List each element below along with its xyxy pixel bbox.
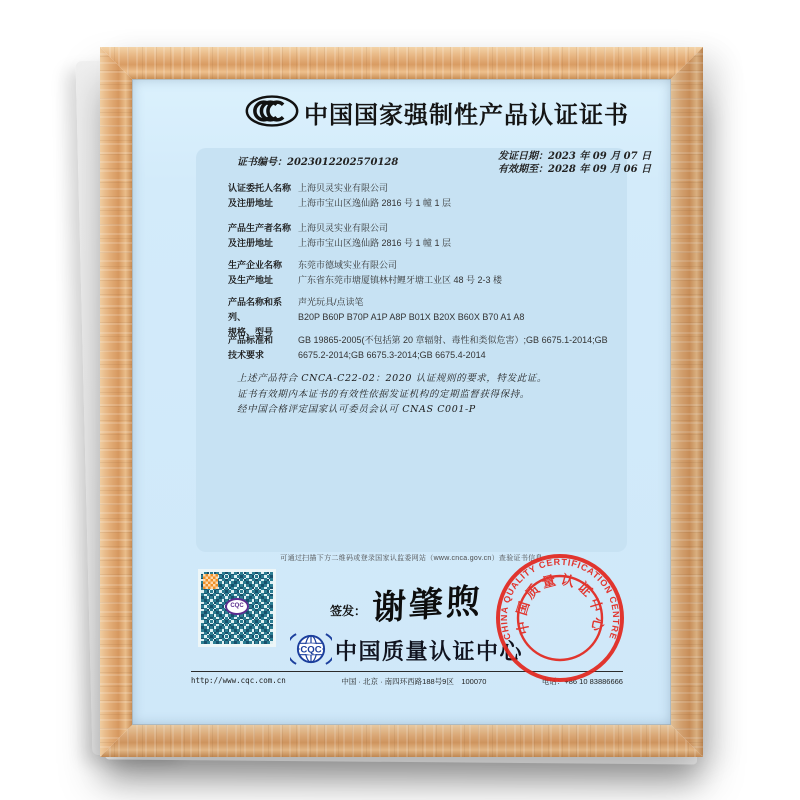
field-label: 产品名称和系列、 (228, 297, 283, 322)
field-value: 声光玩具/点读笔 (298, 297, 364, 307)
wooden-picture-frame (100, 47, 703, 757)
statement-line: 经中国合格评定国家认可委员会认可 CNAS C001-P (237, 404, 476, 415)
cqc-logo-text: CQC (300, 644, 322, 656)
issued-by-label: 签发： (330, 604, 367, 618)
certificate-dates (498, 150, 651, 176)
field-value: 上海市宝山区逸仙路 2816 号 1 幢 1 层 (298, 238, 452, 248)
frame-left-rail (100, 47, 132, 757)
issuing-org-name: 中国质量认证中心 (335, 639, 524, 664)
field-value: 东莞市德域实业有限公司 (298, 260, 398, 270)
certificate-paper (132, 79, 671, 725)
certificate-title: 中国国家强制性产品认证证书 (304, 102, 629, 129)
field-value: 广东省东莞市塘厦镇林村鲤牙塘工业区 48 号 2-3 楼 (298, 275, 503, 285)
footer-address: 中国 · 北京 · 南四环西路188号9区 100070 (341, 677, 487, 686)
field-label: 及注册地址 (228, 238, 274, 248)
certificate-number-value: 2023012202570128 (287, 157, 399, 168)
frame-top-rail (100, 47, 703, 79)
signer-signature: 谢肇煦 (371, 581, 484, 629)
field-label: 产品生产者名称 (228, 223, 292, 233)
issue-date: 发证日期：2023 年 09 月 07 日 (498, 151, 652, 162)
red-certification-seal (494, 552, 626, 684)
cqc-globe-logo-icon (290, 630, 332, 668)
svg-text:中国质量认证中心 (513, 571, 607, 636)
footer-url: http://www.cqc.com.cn (191, 676, 286, 685)
field-label: 生产企业名称 (228, 260, 283, 270)
certificate-number-label: 证书编号： (237, 157, 287, 168)
certification-statement (237, 371, 617, 418)
field-value: B20P B60P B70P A1P A8P B01X B20X B60X B70 A1 A8 (298, 312, 525, 322)
field-label: 技术要求 (228, 350, 265, 360)
frame-right-rail (671, 47, 703, 757)
seal-english-text: CHINA QUALITY CERTIFICATION CENTRE (498, 556, 622, 642)
field-label: 及生产地址 (228, 275, 274, 285)
field-value: GB 19865-2005(不包括第 20 章辐射、毒性和类似危害）;GB 6675.1-2014;GB 6675.2-2014;GB 6675.3-2014;GB 6675.4-2014 (298, 335, 608, 360)
qr-orange-patch (203, 574, 218, 589)
field-value: 上海市宝山区逸仙路 2816 号 1 幢 1 层 (298, 198, 452, 208)
certificate-info-panel (196, 148, 652, 552)
qr-code (198, 569, 276, 647)
field-label: 规格、型号 (228, 327, 274, 337)
qr-pattern (201, 572, 273, 644)
valid-until-date: 有效期至：2028 年 09 月 06 日 (498, 164, 652, 175)
statement-line: 上述产品符合 CNCA-C22-02：2020 认证规则的要求，特发此证。 (237, 373, 547, 384)
field-label: 认证委托人名称 (228, 183, 292, 193)
cqc-qr-badge-icon: CQC (225, 598, 249, 615)
certificate-number (237, 153, 398, 168)
field-value: 上海贝灵实业有限公司 (298, 183, 389, 193)
qr-verification-note: 可通过扫描下方二维码或登录国家认监委网站（www.cnca.gov.cn）查验证书信息 (280, 555, 543, 562)
statement-line: 证书有效期内本证书的有效性依据发证机构的定期监督获得保持。 (237, 388, 530, 400)
field-label: 及注册地址 (228, 198, 274, 208)
field-value: 上海贝灵实业有限公司 (298, 223, 389, 233)
seal-chinese-text: 中国质量认证中心 (513, 571, 607, 636)
footer-phone: 电话：+86 10 83886666 (541, 677, 623, 686)
frame-bottom-rail (100, 725, 703, 757)
field-label: 产品标准和 (228, 335, 274, 345)
ccc-mark-icon (244, 93, 300, 129)
